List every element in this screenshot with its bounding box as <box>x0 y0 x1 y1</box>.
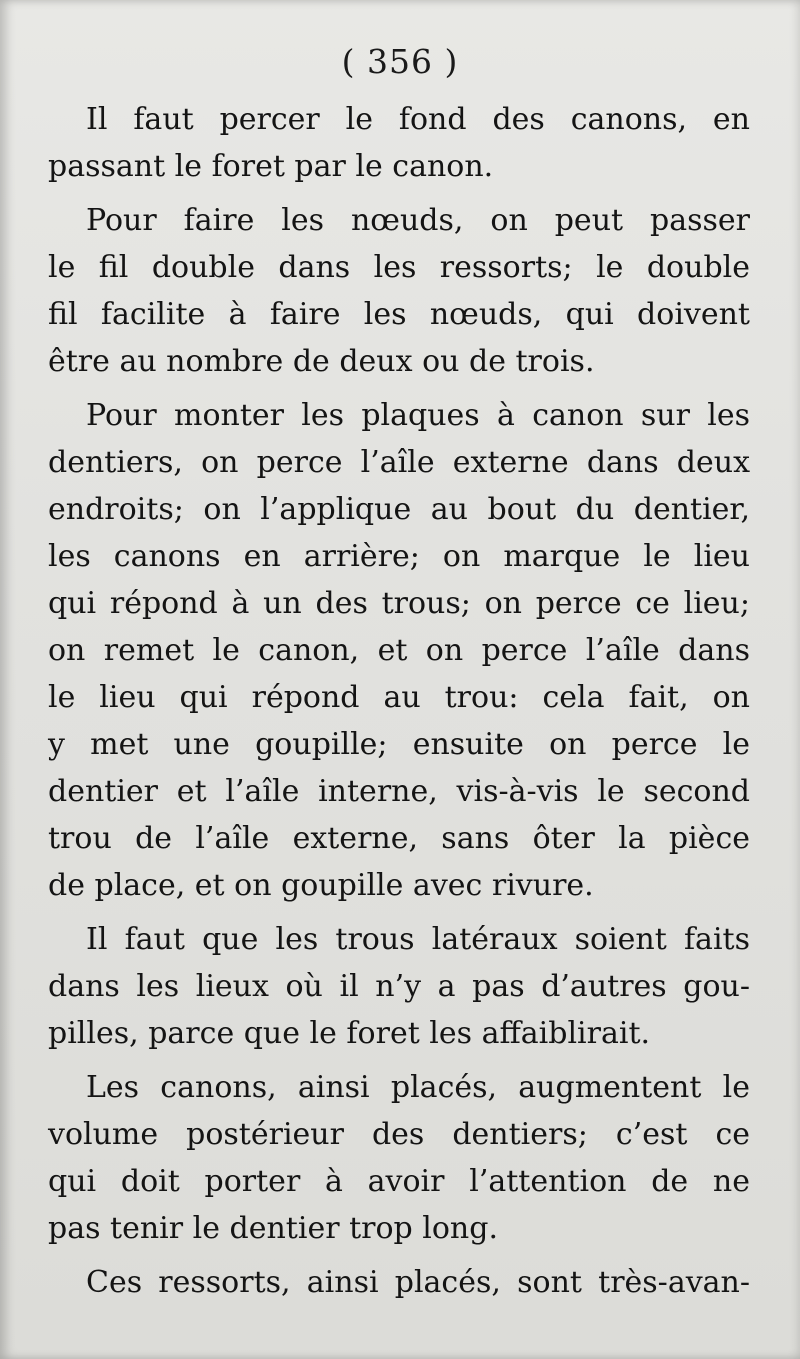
text-line: de place, et on goupille avec rivure. <box>48 868 594 903</box>
text-line: passant le foret par le canon. <box>48 149 494 184</box>
text-line: qui doit porter à avoir l’attention de ne <box>48 1164 750 1199</box>
page-number: ( 356 ) <box>341 42 459 81</box>
paragraph-1 <box>48 96 750 190</box>
text-line: fil facilite à faire les nœuds, qui doivent <box>48 297 750 332</box>
text-line: trou de l’aîle externe, sans ôter la pièce <box>48 821 750 856</box>
paragraph-4 <box>48 916 750 1057</box>
text-line: pas tenir le dentier trop long. <box>48 1211 498 1246</box>
text-line: dentiers, on perce l’aîle externe dans deux <box>48 445 750 480</box>
paragraph-5 <box>48 1064 750 1252</box>
text-line: le lieu qui répond au trou: cela fait, on <box>48 680 750 715</box>
text-line: Pour faire les nœuds, on peut passer <box>86 203 750 238</box>
text-line: dans les lieux où il n’y a pas d’autres gou- <box>48 969 750 1004</box>
paragraph-2 <box>48 197 750 385</box>
text-line: dentier et l’aîle interne, vis-à-vis le second <box>48 774 750 809</box>
body-text <box>48 96 750 1313</box>
text-line: qui répond à un des trous; on perce ce lieu; <box>48 586 750 621</box>
text-line: on remet le canon, et on perce l’aîle dans <box>48 633 750 668</box>
text-line: Les canons, ainsi placés, augmentent le <box>86 1070 750 1105</box>
text-line: pilles, parce que le foret les affaiblirait. <box>48 1016 651 1051</box>
text-line: Il faut que les trous latéraux soient faits <box>86 922 750 957</box>
text-line: y met une goupille; ensuite on perce le <box>48 727 750 762</box>
text-line: Pour monter les plaques à canon sur les <box>86 398 750 433</box>
text-line: être au nombre de deux ou de trois. <box>48 344 595 379</box>
text-line: Il faut percer le fond des canons, en <box>86 102 750 137</box>
text-line: les canons en arrière; on marque le lieu <box>48 539 750 574</box>
text-line: le fil double dans les ressorts; le double <box>48 250 750 285</box>
paragraph-6 <box>48 1259 750 1306</box>
paragraph-3 <box>48 392 750 909</box>
text-line: Ces ressorts, ainsi placés, sont très-avan- <box>86 1265 750 1300</box>
text-line: endroits; on l’applique au bout du dentier, <box>48 492 750 527</box>
text-line: volume postérieur des dentiers; c’est ce <box>48 1117 750 1152</box>
